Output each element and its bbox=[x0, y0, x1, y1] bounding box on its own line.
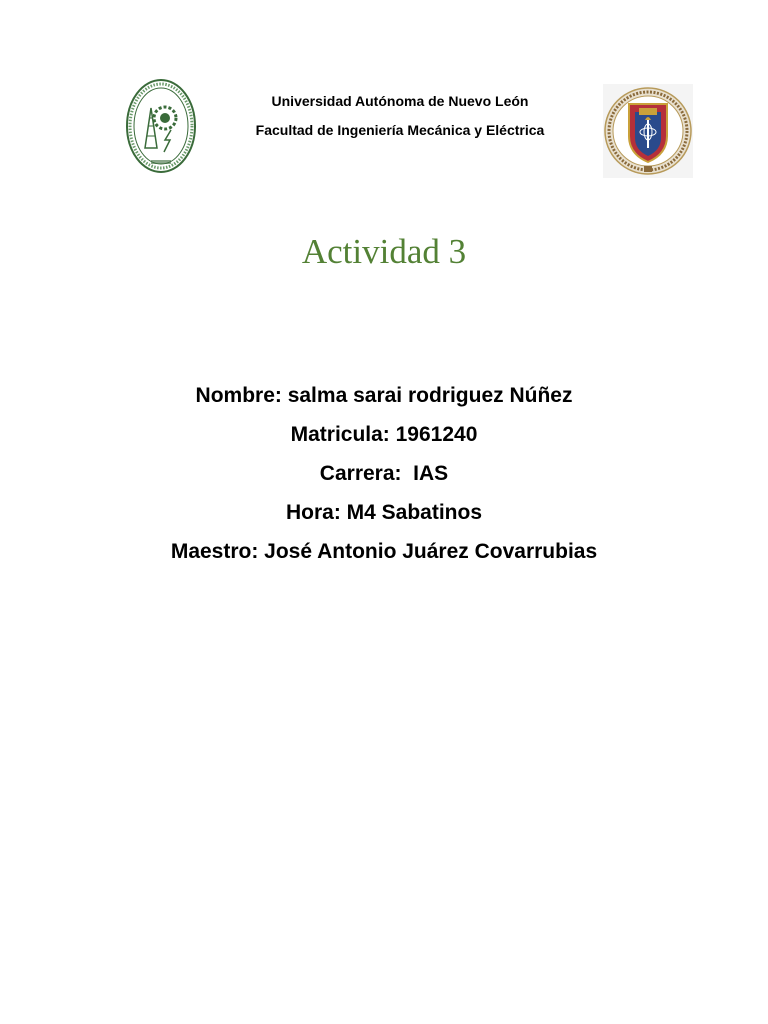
student-id: Matricula: 1961240 bbox=[290, 423, 478, 446]
faculty-name: Facultad de Ingeniería Mecánica y Eléctrica bbox=[255, 122, 545, 138]
teacher-name: Maestro: José Antonio Juárez Covarrubias bbox=[170, 540, 598, 563]
career: Carrera: IAS bbox=[319, 462, 449, 485]
class-hour: Hora: M4 Sabatinos bbox=[285, 501, 483, 524]
header bbox=[200, 90, 600, 138]
uanl-shield-icon bbox=[603, 84, 693, 178]
student-name: Nombre: salma sarai rodriguez Núñez bbox=[195, 384, 573, 407]
university-name: Universidad Autónoma de Nuevo León bbox=[271, 93, 529, 109]
student-info bbox=[0, 376, 768, 571]
page-title: Actividad 3 bbox=[301, 232, 467, 271]
fime-seal-icon bbox=[125, 78, 197, 174]
